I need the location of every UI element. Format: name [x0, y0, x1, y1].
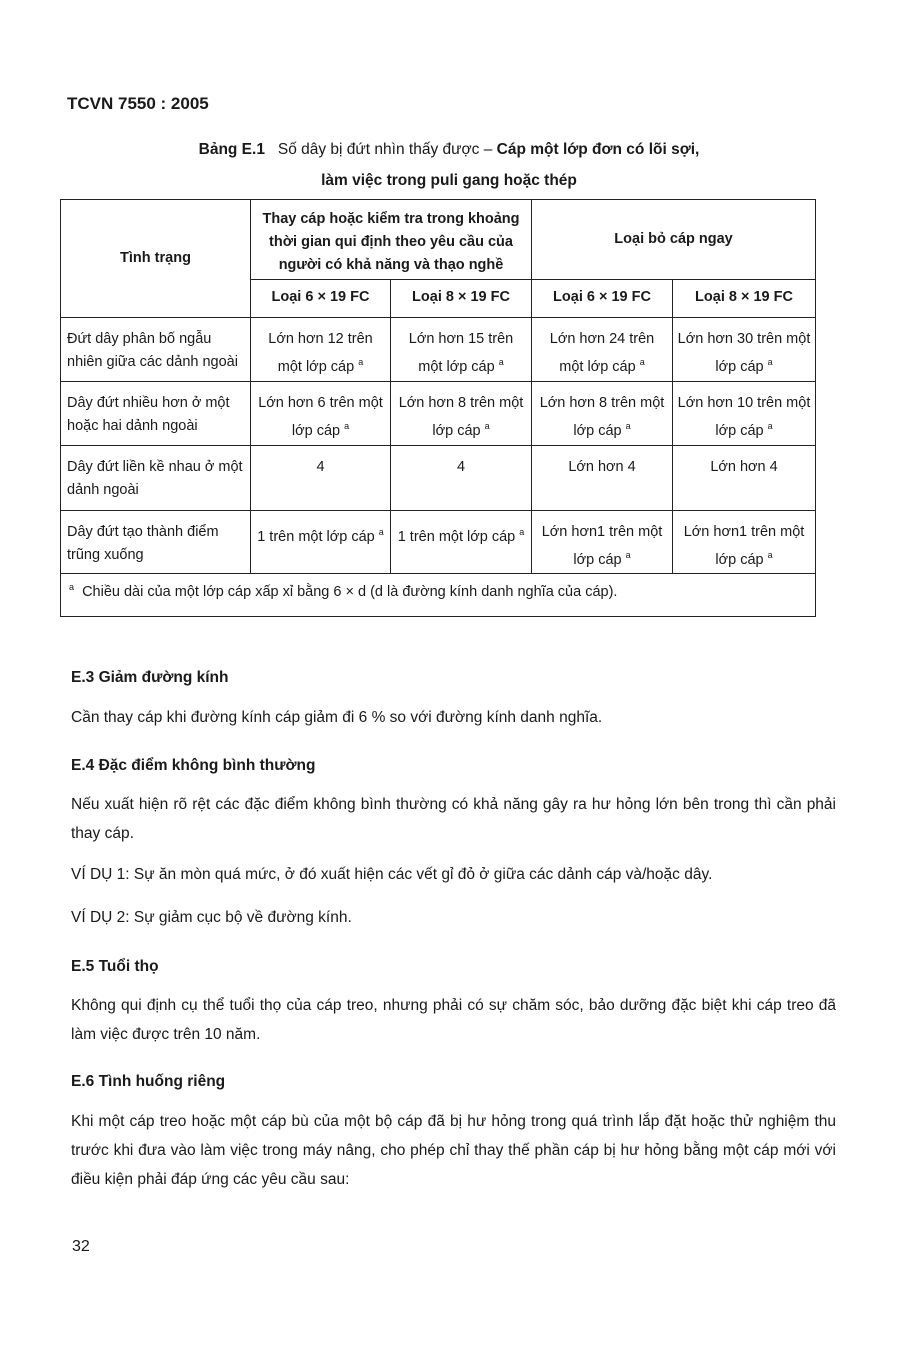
table-row [61, 510, 816, 574]
row-condition: Dây đứt liền kề nhau ở một dảnh ngoài [61, 445, 251, 510]
table-caption-line1 [0, 141, 898, 159]
header-condition: Tình trạng [61, 200, 251, 318]
section-e4-text: Nếu xuất hiện rõ rệt các đặc điểm không bình thường có khả năng gây ra hư hỏng lớn bên trong thì cần phải thay cáp. [71, 796, 836, 842]
table-footnote: $^a$ Chiều dài của một lớp cáp xấp xỉ bằng 6 × d (d là đường kính danh nghĩa của cáp). [61, 574, 816, 617]
table-cell: Lớn hơn 24 trên một lớp cáp $^a$ [532, 318, 673, 382]
section-e3-text: Cần thay cáp khi đường kính cáp giảm đi 6 % so với đường kính danh nghĩa. [71, 709, 603, 726]
subheader-type-6x19-b: Loại 6 × 19 FC [532, 280, 673, 318]
table-cell: Lớn hơn 12 trên một lớp cáp $^a$ [251, 318, 391, 382]
table-cell: Lớn hơn1 trên một lớp cáp $^a$ [673, 510, 816, 574]
subheader-type-6x19-a: Loại 6 × 19 FC [251, 280, 391, 318]
table-cell: Lớn hơn 10 trên một lớp cáp $^a$ [673, 381, 816, 445]
table-cell: 1 trên một lớp cáp $^a$ [391, 510, 532, 574]
subheader-type-8x19-b: Loại 8 × 19 FC [673, 280, 816, 318]
table-row [61, 445, 816, 510]
table-caption-line2: làm việc trong puli gang hoặc thép [321, 172, 577, 189]
table-cell: Lớn hơn 8 trên một lớp cáp $^a$ [391, 381, 532, 445]
section-e5-text: Không qui định cụ thể tuổi thọ của cáp treo, nhưng phải có sự chăm sóc, bảo dưỡng đặc biệt khi cáp treo đã làm việc được trên 10 năm. [71, 997, 836, 1043]
table-cell: Lớn hơn 8 trên một lớp cáp $^a$ [532, 381, 673, 445]
document-code: TCVN 7550 : 2005 [67, 94, 209, 113]
table-cell: 4 [251, 445, 391, 510]
table-title-plain: Số dây bị đứt nhìn thấy được – [277, 141, 497, 158]
table-row [61, 318, 816, 382]
table-cell: Lớn hơn 4 [532, 445, 673, 510]
header-discard-immediately: Loại bỏ cáp ngay [532, 200, 816, 280]
broken-wires-table [60, 199, 816, 617]
row-condition: Dây đứt nhiều hơn ở một hoặc hai dảnh ngoài [61, 381, 251, 445]
table-cell: Lớn hơn 30 trên một lớp cáp $^a$ [673, 318, 816, 382]
table-cell: Lớn hơn 15 trên một lớp cáp $^a$ [391, 318, 532, 382]
table-cell: Lớn hơn 6 trên một lớp cáp $^a$ [251, 381, 391, 445]
table-cell: 4 [391, 445, 532, 510]
table-footnote-row [61, 574, 816, 617]
section-e4-heading: E.4 Đặc điểm không bình thường [71, 757, 316, 774]
table-header-row [61, 200, 816, 280]
section-e4-example-1: VÍ DỤ 1: Sự ăn mòn quá mức, ở đó xuất hiện các vết gỉ đỏ ở giữa các dảnh cáp và/hoặc dây. [71, 866, 713, 883]
row-condition: Dây đứt tạo thành điểm trũng xuống [61, 510, 251, 574]
section-e4-example-2: VÍ DỤ 2: Sự giảm cục bộ về đường kính. [71, 909, 352, 926]
table-cell: 1 trên một lớp cáp $^a$ [251, 510, 391, 574]
section-e3-heading: E.3 Giảm đường kính [71, 669, 229, 686]
table-cell: Lớn hơn1 trên một lớp cáp $^a$ [532, 510, 673, 574]
section-e6-heading: E.6 Tình huống riêng [71, 1073, 226, 1090]
row-condition: Đứt dây phân bố ngẫu nhiên giữa các dảnh ngoài [61, 318, 251, 382]
subheader-type-8x19-a: Loại 8 × 19 FC [391, 280, 532, 318]
header-replace-or-inspect: Thay cáp hoặc kiểm tra trong khoảng thời gian qui định theo yêu cầu của người có khả năng và thạo nghề [251, 200, 532, 280]
table-row [61, 381, 816, 445]
table-cell: Lớn hơn 4 [673, 445, 816, 510]
table-label: Bảng E.1 [198, 141, 265, 158]
section-e6-text: Khi một cáp treo hoặc một cáp bù của một bộ cáp đã bị hư hỏng trong quá trình lắp đặt hoặc thử nghiệm thu trước khi đưa vào làm việc trong máy nâng, cho phép chỉ thay thế phần cáp bị hư hỏng bằng một cáp mới với điều kiện phải đáp ứng các yêu cầu sau: [71, 1113, 836, 1188]
section-e5-heading: E.5 Tuổi thọ [71, 958, 159, 975]
page-number: 32 [72, 1238, 90, 1255]
table-title-bold: Cáp một lớp đơn có lõi sợi, [496, 141, 700, 158]
